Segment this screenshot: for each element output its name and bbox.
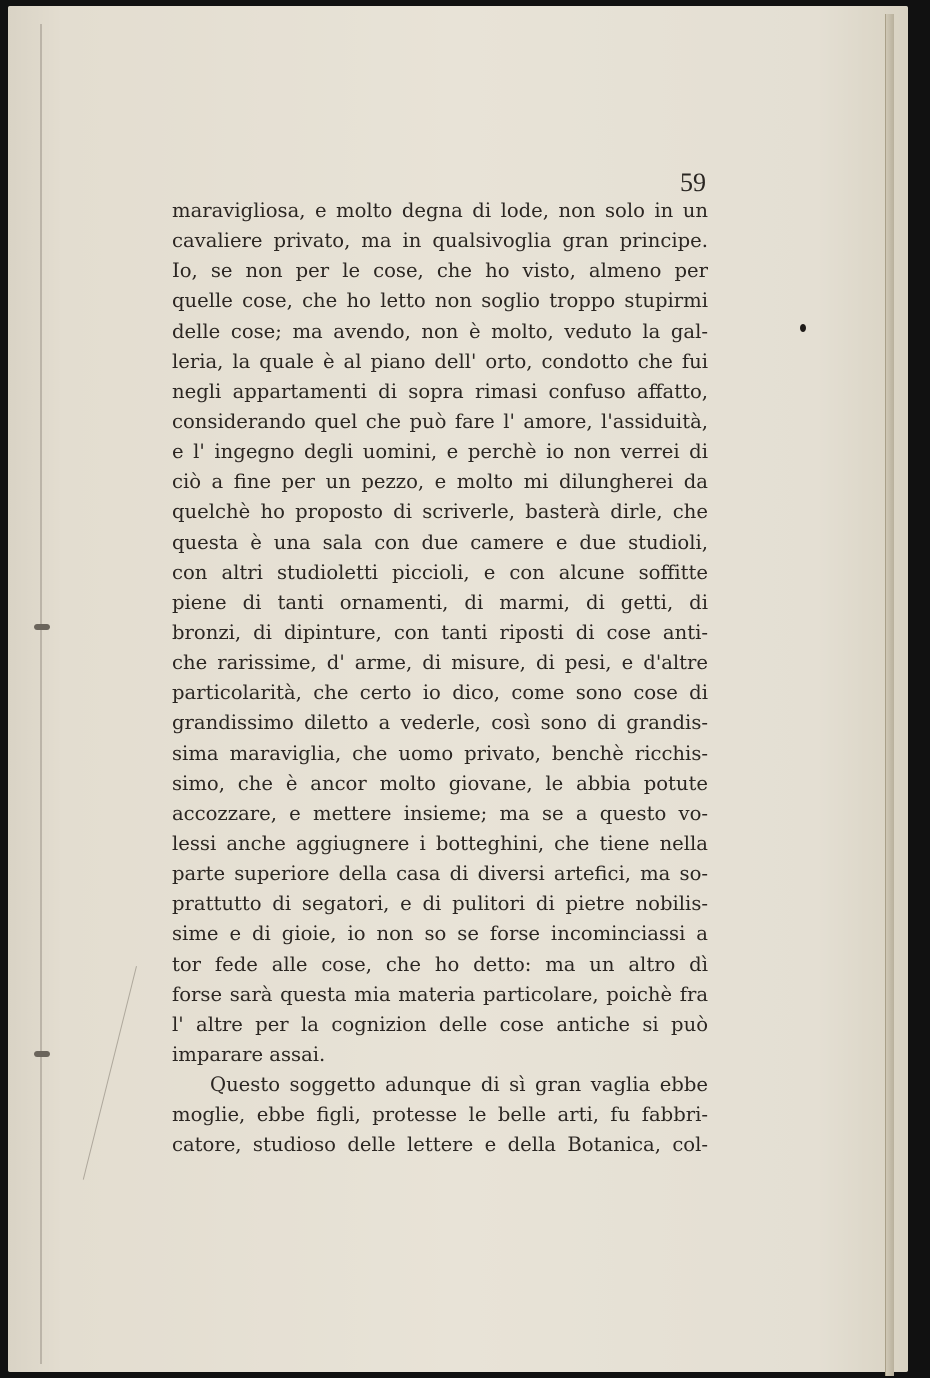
text-line: quelle cose, che ho letto non soglio troppo stupirmi: [172, 289, 708, 313]
binding-stitch: [34, 624, 50, 630]
binding-fold: [40, 24, 42, 1364]
text-line: parte superiore della casa di diversi artefici, ma so-: [172, 862, 708, 886]
text-line: bronzi, di dipinture, con tanti riposti di cose anti-: [172, 620, 708, 644]
text-line: moglie, ebbe figli, protesse le belle arti, fu fabbri-: [172, 1103, 708, 1127]
text-line: negli appartamenti di sopra rimasi confuso affatto,: [172, 379, 708, 403]
text-line: catore, studioso delle lettere e della Botanica, col-: [172, 1133, 708, 1157]
text-line: lessi anche aggiugnere i botteghini, che tiene nella: [172, 831, 708, 855]
text-line: delle cose; ma avendo, non è molto, veduto la gal-: [172, 319, 708, 343]
text-line: l' altre per la cognizion delle cose antiche si può: [172, 1012, 708, 1036]
text-line: sima maraviglia, che uomo privato, benchè ricchis-: [172, 741, 708, 765]
text-line: prattutto di segatori, e di pulitori di pietre nobilis-: [172, 892, 708, 916]
text-line: con altri studioletti piccioli, e con alcune soffitte: [172, 560, 708, 584]
text-line: sime e di gioie, io non so se forse incominciassi a: [172, 922, 708, 946]
text-line: ciò a fine per un pezzo, e molto mi dilungherei da: [172, 470, 708, 494]
text-line: cavaliere privato, ma in qualsivoglia gran principe.: [172, 229, 708, 253]
paragraph-end-line: imparare assai.: [172, 1042, 326, 1066]
ink-spot: [800, 324, 806, 332]
text-line: maravigliosa, e molto degna di lode, non solo in un: [172, 199, 708, 222]
text-line: considerando quel che può fare l' amore, l'assiduità,: [172, 409, 708, 433]
text-line: particolarità, che certo io dico, come sono cose di: [172, 681, 708, 705]
text-line: piene di tanti ornamenti, di marmi, di getti, di: [172, 590, 708, 614]
text-line: simo, che è ancor molto giovane, le abbia potute: [172, 771, 708, 795]
text-line: grandissimo diletto a vederle, così sono di grandis-: [172, 711, 708, 735]
body-text: [172, 196, 708, 1161]
text-line: forse sarà questa mia materia particolare, poichè fra: [172, 982, 708, 1006]
binding-stitch: [34, 1051, 50, 1057]
text-line: leria, la quale è al piano dell' orto, condotto che fui: [172, 349, 708, 373]
paragraph-start-line: Questo soggetto adunque di sì gran vaglia ebbe: [210, 1073, 708, 1097]
text-line: Io, se non per le cose, che ho visto, almeno per: [172, 259, 708, 283]
page-edge: [885, 14, 894, 1376]
text-line: quelchè ho proposto di scriverle, basterà dirle, che: [172, 500, 708, 524]
page-number: 59: [680, 168, 706, 197]
text-line: questa è una sala con due camere e due studioli,: [172, 530, 708, 554]
paper-crease: [83, 966, 137, 1180]
text-line: e l' ingegno degli uomini, e perchè io non verrei di: [172, 440, 708, 464]
text-line: che rarissime, d' arme, di misure, di pesi, e d'altre: [172, 651, 708, 675]
text-line: tor fede alle cose, che ho detto: ma un altro dì: [172, 952, 708, 976]
text-line: accozzare, e mettere insieme; ma se a questo vo-: [172, 801, 708, 825]
